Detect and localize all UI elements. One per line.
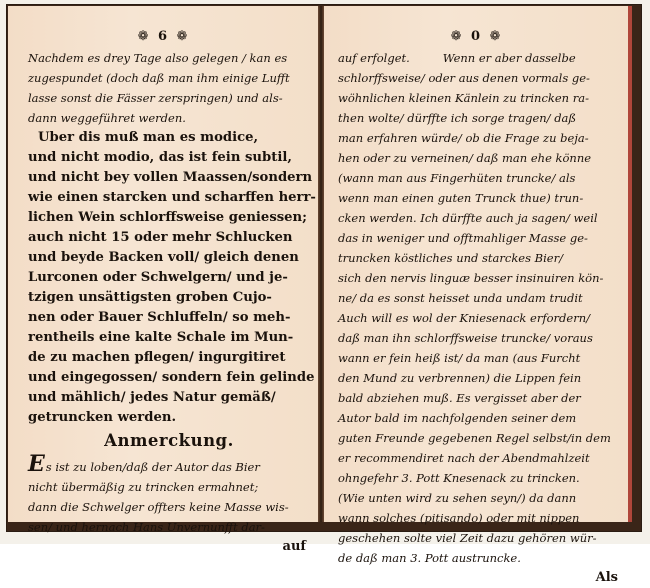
text-line: nicht übermäßig zu trincken ermahnet; <box>28 480 259 494</box>
catchword: auf <box>282 539 306 554</box>
text-line: Autor bald im nachfolgenden seiner dem <box>338 411 577 425</box>
text-line: und beyde Backen voll/ gleich denen <box>28 250 299 265</box>
text-line: das in weniger und offtmahliger Masse ge- <box>338 231 588 245</box>
text-line: lasse sonst die Fässer zerspringen) und als- <box>28 91 283 105</box>
text-line: und nicht modio, das ist fein subtil, <box>28 150 292 165</box>
book-edge <box>628 6 632 522</box>
catchword: Als <box>595 570 618 585</box>
left-page-header <box>8 28 318 44</box>
text-line: er recommendiret nach der Abendmahlzeit <box>338 451 590 465</box>
fleuron-icon: ❁ <box>450 29 463 44</box>
text-line: schlorffsweise/ oder aus denen vormals ge- <box>338 71 590 85</box>
text-line: man erfahren würde/ ob die Frage zu beja- <box>338 131 589 145</box>
text-line: sich den nervis linguæ besser insinuiren kön- <box>338 271 604 285</box>
text-line: dann die Schwelger offters keine Masse wis- <box>28 500 289 514</box>
text-line: then wolte/ dürffte ich sorge tragen/ daß <box>338 111 577 125</box>
fleuron-icon: ❁ <box>489 29 502 44</box>
text-line: zugespundet (doch daß man ihm einige Lufft <box>28 71 290 85</box>
left-text-block <box>28 48 316 557</box>
text-line: de daß man 3. Pott austruncke. <box>338 551 521 565</box>
text-line: bald abziehen muß. Es vergisset aber der <box>338 391 581 405</box>
text-line-rest: s ist zu loben/daß der Autor das Bier <box>45 460 260 474</box>
text-line <box>338 48 622 68</box>
text-line: wie einen starcken und scharffen herr- <box>28 190 316 205</box>
text-line: ohngefehr 3. Pott Knesenack zu trincken. <box>338 471 580 485</box>
text-line-end: Wenn er aber dasselbe <box>442 51 576 65</box>
text-line: rentheils eine kalte Schale im Mun- <box>28 330 294 345</box>
text-line: lichen Wein schlorffsweise geniessen; <box>28 210 308 225</box>
text-line: wöhnlichen kleinen Känlein zu trincken ra- <box>338 91 589 105</box>
section-heading: Anmerckung. <box>104 431 234 450</box>
fleuron-icon: ❁ <box>137 29 150 44</box>
right-page <box>324 6 628 585</box>
text-line: Uber dis muß man es modice, <box>38 130 259 145</box>
text-line: und mählich/ jedes Natur gemäß/ <box>28 390 276 405</box>
text-line: truncken köstliches und starckes Bier/ <box>338 251 563 265</box>
text-line: Auch will es wol der Kniesenack erfordern/ <box>338 311 590 325</box>
left-page-number: 6 <box>157 29 169 44</box>
text-line: dann weggeführet werden. <box>28 111 186 125</box>
text-line: geschehen solte viel Zeit dazu gehören wür- <box>338 531 597 545</box>
left-page <box>8 6 318 554</box>
fleuron-icon: ❁ <box>176 29 189 44</box>
text-line: wenn man einen guten Trunck thue) trun- <box>338 191 584 205</box>
right-page-header <box>324 28 628 44</box>
text-line: den Mund zu verbrennen) die Lippen fein <box>338 371 582 385</box>
text-line: tzigen unsättigsten groben Cujo- <box>28 290 272 305</box>
text-line: (wann man aus Fingerhüten truncke/ als <box>338 171 576 185</box>
right-page-number: 0 <box>470 29 482 44</box>
text-line <box>28 451 310 477</box>
text-line: Nachdem es drey Tage also gelegen / kan es <box>28 51 288 65</box>
text-line: nen oder Bauer Schluffeln/ so meh- <box>28 310 291 325</box>
text-line: hen oder zu verneinen/ daß man ehe könne <box>338 151 592 165</box>
text-line: cken werden. Ich dürffte auch ja sagen/ weil <box>338 211 598 225</box>
text-line: guten Freunde gegebenen Regel selbst/in dem <box>338 431 611 445</box>
text-line: sen/ und hernach Hans Unvernunfft dar- <box>28 520 265 534</box>
text-line: wann er fein heiß ist/ da man (aus Furcht <box>338 351 581 365</box>
text-line: ne/ da es sonst heisset unda undam trudit <box>338 291 583 305</box>
text-line: und nicht bey vollen Maassen/sondern <box>28 170 313 185</box>
text-line: daß man ihn schlorffsweise truncke/ voraus <box>338 331 593 345</box>
text-line: wann solches (pitisando) oder mit nippen <box>338 511 580 525</box>
text-line: auch nicht 15 oder mehr Schlucken <box>28 230 293 245</box>
drop-cap: E <box>28 451 45 477</box>
text-line-start: auf erfolget. <box>338 51 410 65</box>
text-line: de zu machen pflegen/ ingurgitiret <box>28 350 286 365</box>
text-line: Lurconen oder Schwelgern/ und je- <box>28 270 288 285</box>
right-text-block <box>338 48 622 588</box>
text-line: (Wie unten wird zu sehen seyn/) da dann <box>338 491 577 505</box>
text-line: getruncken werden. <box>28 410 177 425</box>
text-line: und eingegossen/ sondern fein gelinde <box>28 370 315 385</box>
